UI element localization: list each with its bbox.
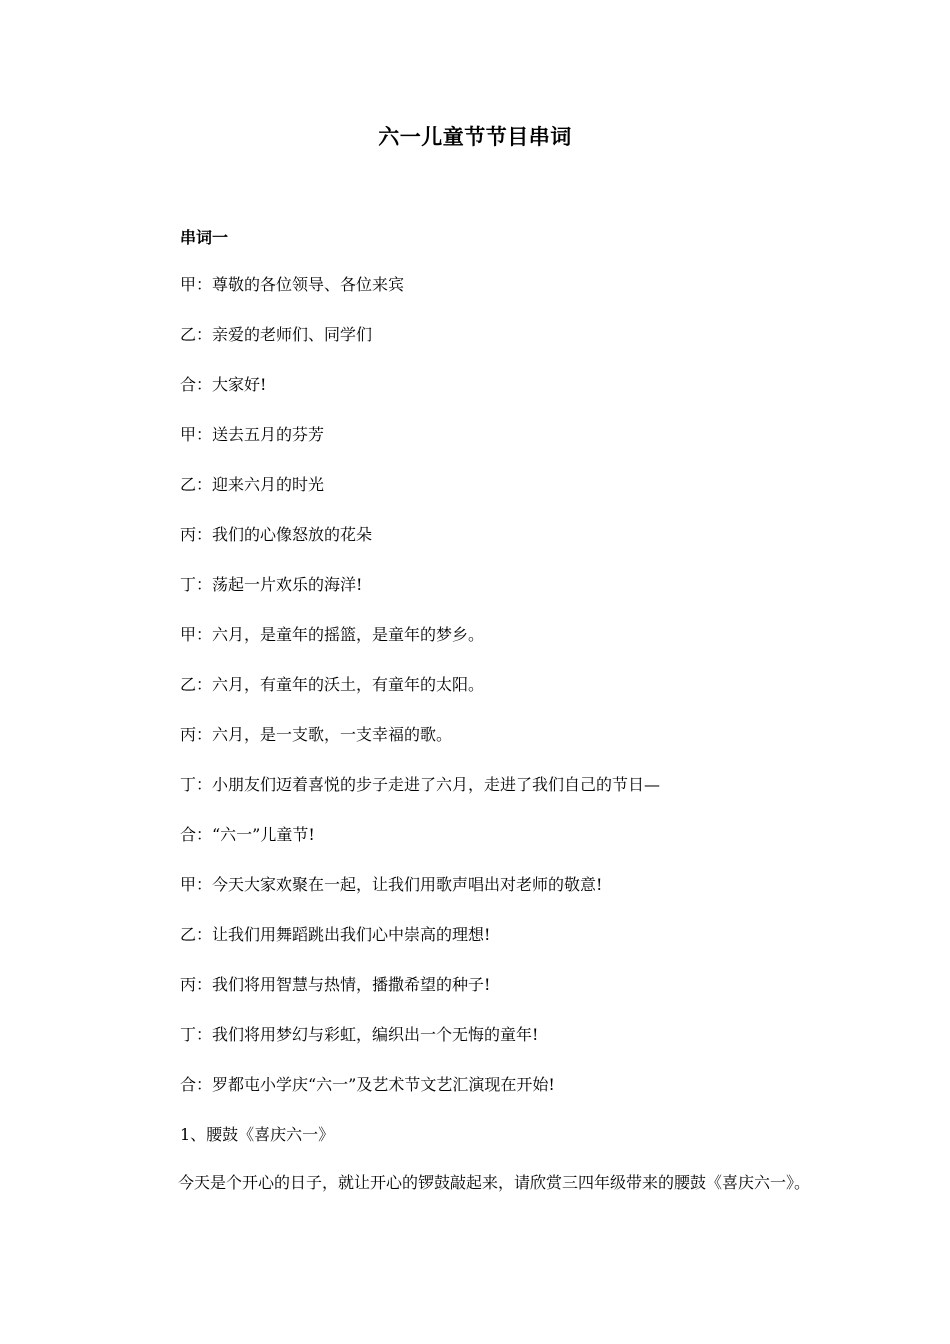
- script-line: 甲：送去五月的芬芳: [180, 425, 325, 444]
- script-lines: [180, 274, 820, 1174]
- program-item-heading: 1、腰鼓《喜庆六一》: [180, 1125, 335, 1144]
- script-line: 合：大家好!: [180, 375, 267, 394]
- script-line: 合：罗都屯小学庆“六一”及艺术节文艺汇演现在开始!: [180, 1075, 555, 1094]
- script-line: 丙：我们的心像怒放的花朵: [180, 525, 373, 544]
- script-line: 乙：亲爱的老师们、同学们: [180, 325, 373, 344]
- program-intro-paragraph: 今天是个开心的日子，就让开心的锣鼓敲起来，请欣赏三四年级带来的腰鼓《喜庆六一》。: [178, 1173, 811, 1192]
- script-line: 丙：我们将用智慧与热情，播撒希望的种子!: [180, 975, 491, 994]
- script-line: 丙：六月，是一支歌，一支幸福的歌。: [180, 725, 453, 744]
- script-line: 乙：迎来六月的时光: [180, 475, 325, 494]
- script-line: 丁：荡起一片欢乐的海洋!: [180, 575, 363, 594]
- script-line: 乙：六月，有童年的沃土，有童年的太阳。: [180, 675, 485, 694]
- script-line: 丁：小朋友们迈着喜悦的步子走进了六月，走进了我们自己的节日—: [180, 775, 661, 794]
- script-line: 甲：今天大家欢聚在一起，让我们用歌声唱出对老师的敬意!: [180, 875, 603, 894]
- document-title: 六一儿童节节目串词: [378, 125, 572, 149]
- script-line: 甲：六月，是童年的摇篮，是童年的梦乡。: [180, 625, 485, 644]
- script-line: 乙：让我们用舞蹈跳出我们心中崇高的理想!: [180, 925, 491, 944]
- script-line: 甲：尊敬的各位领导、各位来宾: [180, 275, 405, 294]
- script-line: 丁：我们将用梦幻与彩虹，编织出一个无悔的童年!: [180, 1025, 539, 1044]
- section-heading: 串词一: [180, 228, 229, 247]
- script-line: 合：“六一”儿童节!: [180, 825, 315, 844]
